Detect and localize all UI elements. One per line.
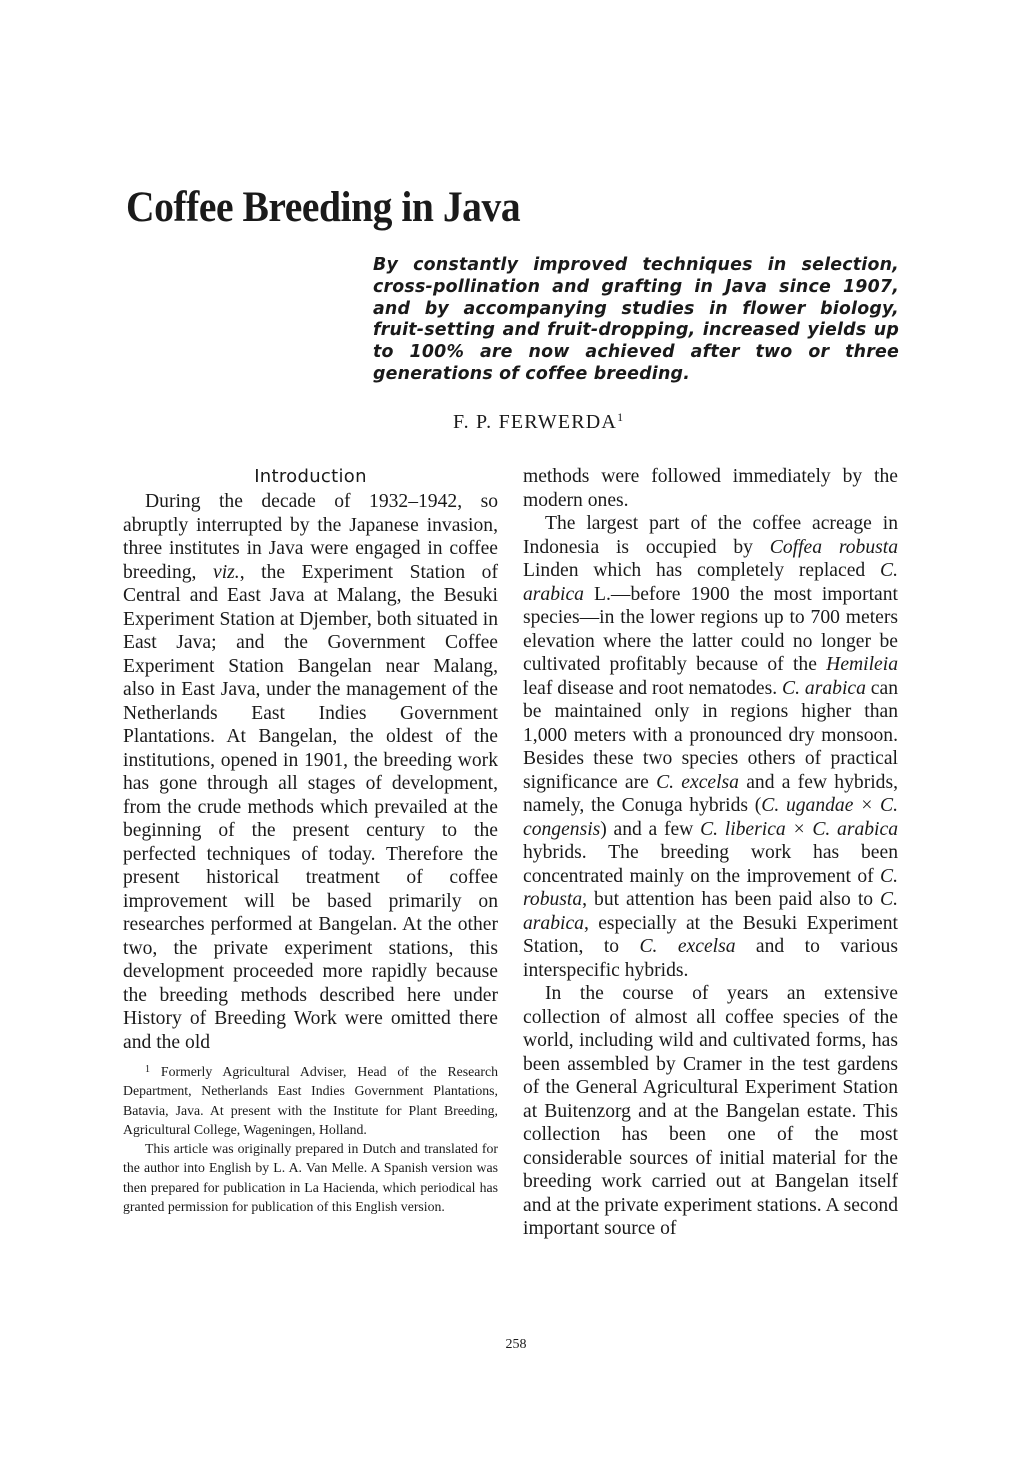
species-text-10: , especially at the Besuki Experiment Station, to bbox=[523, 912, 898, 957]
continued-paragraph: methods were followed immediately by the modern ones. bbox=[523, 466, 898, 511]
species-name-c-excelsa-2: C. excelsa bbox=[639, 936, 736, 957]
collection-paragraph: In the course of years an extensive collection of almost all coffee species of the world, including wild and cultivated forms, has been assembled by Cramer in the test gardens of the General Agricultural Experiment Station at Buitenzorg and at the Bangelan estate. This collection has been one of the most considerable sources of initial material for the breeding work carried out at Bangelan itself and at the private experiment stations. A second important source of bbox=[523, 983, 898, 1239]
species-text-3: L.—before 1900 the most important species—in the lower regions up to 700 meters elevation where the latter could no longer be cultivated profitably because of the bbox=[523, 583, 898, 675]
species-text-4: leaf disease and root nematodes. bbox=[523, 677, 783, 699]
intro-paragraph bbox=[123, 490, 498, 1054]
species-text-1: The largest part of the coffee acreage in Indonesia is occupied by bbox=[523, 513, 898, 558]
footnote-1-text: Formerly Agricultural Adviser, Head of the Research Department, Netherlands East Indies Government Plantations, Batavia, Java. At present with the Institute for Plant Breeding, Agricultural College, Wageningen, Holland. bbox=[123, 1064, 499, 1137]
species-text-7: ) and a few bbox=[600, 818, 701, 840]
author-name: F. P. FERWERDA bbox=[452, 411, 618, 433]
species-text-6: and a few hybrids, namely, the Conuga hybrids ( bbox=[523, 771, 898, 816]
species-text-5: can be maintained only in regions higher than 1,000 meters with a pronounced dry monsoon. Besides these two species others of practical significance are bbox=[523, 677, 898, 793]
species-text-9: , but attention has been paid also to bbox=[582, 889, 881, 910]
footnote-1-mark: 1 bbox=[145, 1064, 150, 1075]
species-text-11: and to various interspecific hybrids. bbox=[523, 936, 898, 981]
right-column bbox=[523, 465, 898, 1241]
species-text-8: hybrids. The breeding work has been concentrated mainly on the improvement of bbox=[523, 842, 898, 887]
author-footnote-mark[interactable]: 1 bbox=[617, 410, 624, 424]
species-name-coffea-robusta: Coffea robusta bbox=[769, 536, 898, 558]
intro-text-viz: viz. bbox=[213, 561, 240, 583]
intro-text-part-1: During the decade of 1932–1942, so abruptly interrupted by the Japanese invasion, three institutes in Java were engaged in coffee breeding, bbox=[123, 491, 498, 583]
article-title: Coffee Breeding in Java bbox=[126, 184, 521, 231]
species-name-c-excelsa-1: C. excelsa bbox=[656, 771, 739, 793]
species-name-c-arabica-1: C. arabica bbox=[523, 560, 898, 605]
species-name-c-arabica-2: C. arabica bbox=[782, 677, 866, 699]
section-heading-introduction: Introduction bbox=[254, 466, 367, 487]
footnote-1 bbox=[123, 1060, 498, 1139]
left-column bbox=[123, 466, 498, 1216]
species-name-hemileia: Hemileia bbox=[826, 654, 898, 675]
species-paragraph bbox=[523, 512, 898, 982]
page-number: 258 bbox=[505, 1337, 527, 1352]
author-byline bbox=[0, 410, 1020, 434]
species-name-c-arabica-3: C. arabica bbox=[523, 889, 898, 934]
footnote-2: This article was originally prepared in Dutch and translated for the author into English by L. A. Van Melle. A Spanish version was then prepared for publication in La Hacienda, which periodical has granted permission for publication of this English version. bbox=[123, 1141, 498, 1215]
species-name-c-robusta: C. robusta bbox=[523, 865, 898, 910]
species-text-2: Linden which has completely replaced bbox=[523, 560, 881, 581]
species-name-liberica-arabica-cross: C. liberica × C. arabica bbox=[700, 818, 898, 840]
species-name-conuga-cross: C. ugandae × C. congensis bbox=[523, 795, 898, 840]
intro-text-part-2: , the Experiment Station of Central and East Java at Malang, the Besuki Experiment Station at Djember, both situated in East Java; and the Government Coffee Experiment Station Bangelan near Malang, also in East Java, under the management of the Netherlands East Indies Government Plantations. At Bangelan, the oldest of the institutions, opened in 1901, the breeding work has gone through all stages of development, from the crude methods which prevailed at the beginning of the present century to the perfected techniques of today. Therefore the present historical treatment of coffee improvement will be based primarily on researches performed at Bangelan. At the other two, the private experiment stations, this development proceeded more rapidly because the breeding methods described here under History of Breeding Work were omitted there and the old bbox=[123, 561, 498, 1053]
article-abstract: By constantly improved techniques in selection, cross-pollination and grafting in Java since 1907, and by accompanying studies in flower biology, fruit-setting and fruit-dropping, increased yields up to 100% are now achieved after two or three generations of coffee breeding. bbox=[373, 255, 899, 384]
